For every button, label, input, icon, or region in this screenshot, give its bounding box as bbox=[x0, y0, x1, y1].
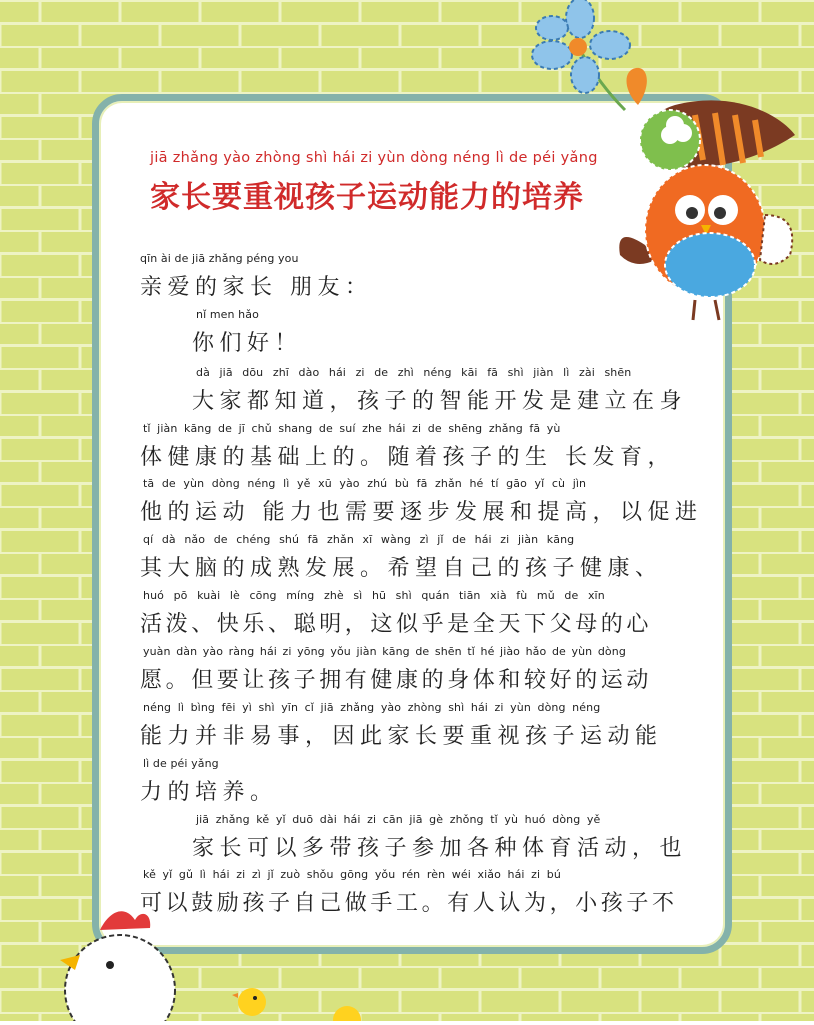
chick-icon bbox=[230, 980, 275, 1020]
line-pinyin: dà jiā dōu zhī dào hái zi de zhì néng kāi fā shì jiàn lì zài shēn bbox=[196, 366, 632, 379]
line-pinyin: qí dà nǎo de chéng shú fā zhǎn xī wàng zì jǐ de hái zi jiàn kāng bbox=[143, 533, 575, 546]
line-pinyin: jiā zhǎng kě yǐ duō dài hái zi cān jiā gè zhǒng tǐ yù huó dòng yě bbox=[196, 813, 601, 826]
line-pinyin: yuàn dàn yào ràng hái zi yōng yǒu jiàn kāng de shēn tǐ hé jiào hǎo de yùn dòng bbox=[143, 645, 626, 658]
page-title: 家长要重视孩子运动能力的培养 bbox=[150, 180, 584, 215]
line-text: 愿。但要让孩子拥有健康的身体和较好的运动 bbox=[140, 668, 653, 693]
line-pinyin: tǐ jiàn kāng de jī chǔ shang de suí zhe hái zi de shēng zhǎng fā yù bbox=[143, 422, 561, 435]
line-pinyin: kě yǐ gǔ lì hái zi zì jǐ zuò shǒu gōng yǒu rén rèn wéi xiǎo hái zi bú bbox=[143, 868, 561, 881]
line-text: 体健康的基础上的。随着孩子的生 长发育， bbox=[140, 445, 675, 470]
line-text: 大家都知道，孩子的智能开发是建立在身 bbox=[192, 389, 688, 414]
line-text: 亲爱的家长 朋友： bbox=[140, 275, 373, 300]
line-text: 家长可以多带孩子参加各种体育活动，也 bbox=[192, 836, 688, 861]
line-pinyin: lì de péi yǎng bbox=[143, 757, 219, 770]
chick-icon bbox=[325, 1000, 370, 1021]
line-pinyin: huó pō kuài lè cōng míng zhè sì hū shì quán tiān xià fù mǔ de xīn bbox=[143, 589, 605, 602]
title-pinyin: jiā zhǎng yào zhòng shì hái zi yùn dòng néng lì de péi yǎng bbox=[150, 150, 598, 166]
line-text: 你们好！ bbox=[192, 331, 303, 356]
line-text: 能力并非易事，因此家长要重视孩子运动能 bbox=[140, 724, 663, 749]
line-pinyin: nǐ men hǎo bbox=[196, 308, 259, 321]
chicken-icon bbox=[40, 900, 190, 1021]
line-text: 其大脑的成熟发展。希望自己的孩子健康、 bbox=[140, 556, 663, 581]
line-text: 活泼、快乐、聪明，这似乎是全天下父母的心 bbox=[140, 612, 653, 637]
line-pinyin: tā de yùn dòng néng lì yě xū yào zhú bù fā zhǎn hé tí gāo yǐ cù jìn bbox=[143, 477, 587, 490]
line-text: 力的培养。 bbox=[140, 780, 278, 805]
line-pinyin: qīn ài de jiā zhǎng péng you bbox=[140, 252, 299, 265]
line-text: 他的运动 能力也需要逐步发展和提高，以促进 bbox=[140, 500, 703, 525]
line-text: 可以鼓励孩子自己做手工。有人认为，小孩子不 bbox=[140, 891, 678, 916]
line-pinyin: néng lì bìng fēi yì shì yīn cǐ jiā zhǎng yào zhòng shì hái zi yùn dòng néng bbox=[143, 701, 601, 714]
